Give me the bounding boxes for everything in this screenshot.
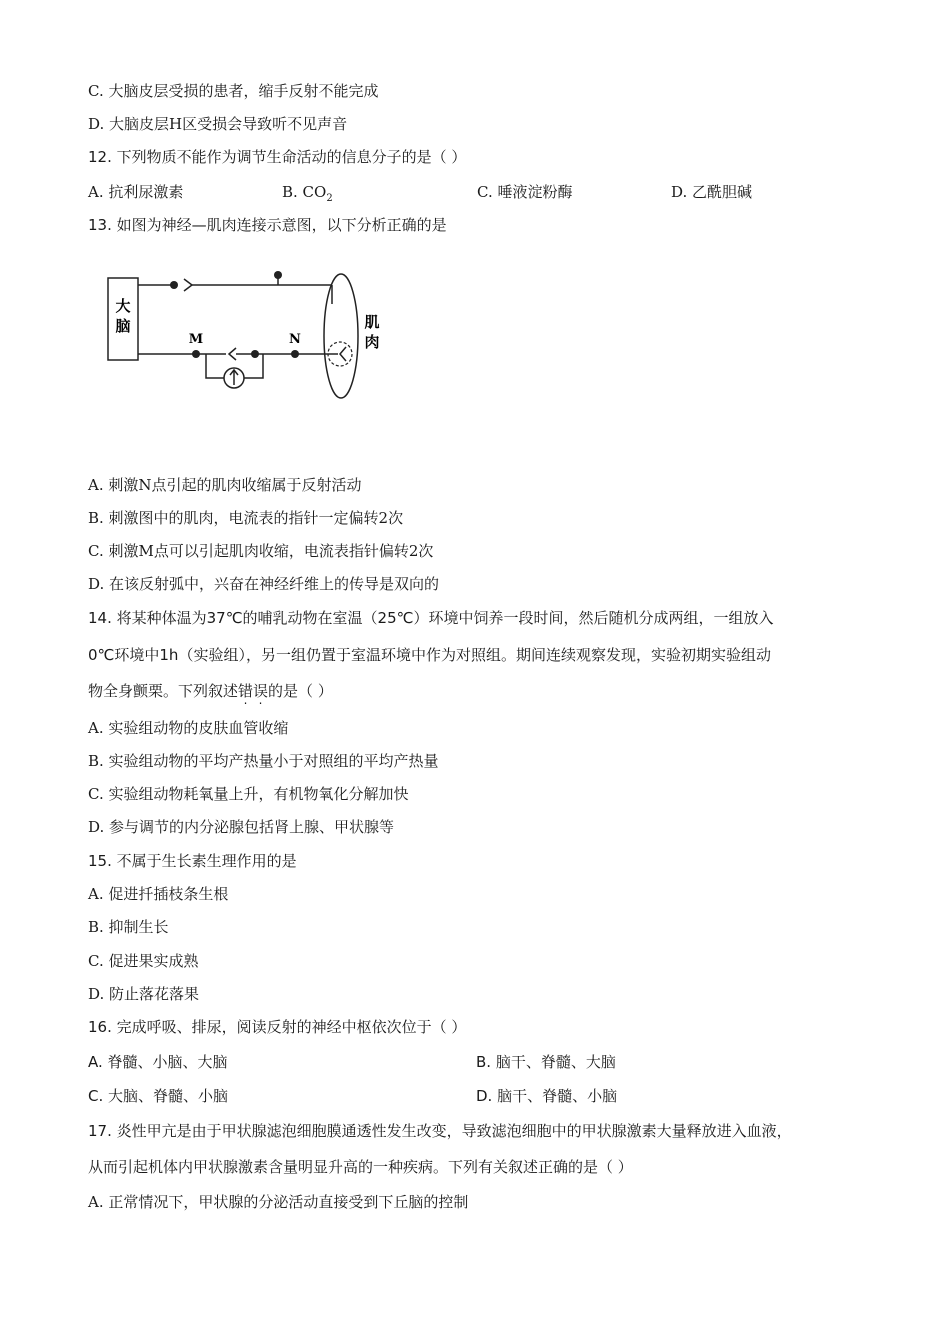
q17-stem-line2: 从而引起机体内甲状腺激素含量明显升高的一种疾病。下列有关叙述正确的是（ ） xyxy=(88,1158,633,1176)
q13-stem: 13. 如图为神经—肌肉连接示意图，以下分析正确的是 xyxy=(88,216,447,234)
q13-option-c: C. 刺激M点可以引起肌肉收缩，电流表指针偏转2次 xyxy=(88,542,434,560)
point-n-label: N xyxy=(289,332,301,347)
q16-option-b: B. 脑干、脊髓、大脑 xyxy=(476,1053,616,1071)
q14-option-d: D. 参与调节的内分泌腺包括肾上腺、甲状腺等 xyxy=(88,818,395,836)
q14-stem-line1: 14. 将某种体温为37℃的哺乳动物在室温（25℃）环境中饲养一段时间，然后随机分成两组，一组放入 xyxy=(88,609,774,627)
q16-option-d: D. 脑干、脊髓、小脑 xyxy=(476,1087,618,1105)
nerve-muscle-diagram xyxy=(100,256,400,406)
q14-option-a: A. 实验组动物的皮肤血管收缩 xyxy=(88,719,289,737)
q14-emphasis-1: 错 xyxy=(238,682,254,700)
q12-stem: 12. 下列物质不能作为调节生命活动的信息分子的是（ ） xyxy=(88,148,467,166)
q15-option-c: C. 促进果实成熟 xyxy=(88,952,199,970)
q11-option-d: D. 大脑皮层H区受损会导致听不见声音 xyxy=(88,115,348,133)
q15-option-d: D. 防止落花落果 xyxy=(88,985,200,1003)
q15-option-b: B. 抑制生长 xyxy=(88,918,169,936)
q15-option-a: A. 促进扦插枝条生根 xyxy=(88,885,229,903)
q14-option-b: B. 实验组动物的平均产热量小于对照组的平均产热量 xyxy=(88,752,439,770)
q13-option-a: A. 刺激N点引起的肌肉收缩属于反射活动 xyxy=(88,476,362,494)
muscle-label-1: 肌 xyxy=(364,313,380,331)
q16-option-a: A. 脊髓、小脑、大脑 xyxy=(88,1053,228,1071)
q12-option-b-text: B. CO xyxy=(282,183,327,201)
q11-option-c: C. 大脑皮层受损的患者，缩手反射不能完成 xyxy=(88,82,379,100)
muscle-label-2: 肉 xyxy=(364,333,380,351)
q14-option-c: C. 实验组动物耗氧量上升，有机物氧化分解加快 xyxy=(88,785,409,803)
q14-stem-line3 xyxy=(88,681,333,701)
q12-option-b-subscript: 2 xyxy=(326,193,333,204)
q17-option-a: A. 正常情况下，甲状腺的分泌活动直接受到下丘脑的控制 xyxy=(88,1193,469,1211)
q16-option-c: C. 大脑、脊髓、小脑 xyxy=(88,1087,229,1105)
q17-stem-line1: 17. 炎性甲亢是由于甲状腺滤泡细胞膜通透性发生改变，导致滤泡细胞中的甲状腺激素大量释放进入血液， xyxy=(88,1122,792,1140)
q14-line3-pre: 物全身颤栗。下列叙述 xyxy=(88,682,239,700)
q12-option-d: D. 乙酰胆碱 xyxy=(671,183,753,201)
q16-stem: 16. 完成呼吸、排尿，阅读反射的神经中枢依次位于（ ） xyxy=(88,1018,467,1036)
brain-label-2: 脑 xyxy=(115,317,131,335)
q14-stem-line2: 0℃环境中1h（实验组），另一组仍置于室温环境中作为对照组。期间连续观察发现，实验初期实验组动 xyxy=(88,646,771,664)
q14-emphasis-2: 误 xyxy=(253,682,269,700)
q13-option-b: B. 刺激图中的肌肉，电流表的指针一定偏转2次 xyxy=(88,509,404,527)
q12-option-c: C. 唾液淀粉酶 xyxy=(477,183,573,201)
q12-option-a: A. 抗利尿激素 xyxy=(88,183,184,201)
q14-line3-post: 的是（ ） xyxy=(268,682,333,700)
point-m-label: M xyxy=(188,332,204,347)
q15-stem: 15. 不属于生长素生理作用的是 xyxy=(88,852,297,870)
q12-option-b xyxy=(282,182,333,209)
brain-label-1: 大 xyxy=(115,297,131,315)
q13-option-d: D. 在该反射弧中，兴奋在神经纤维上的传导是双向的 xyxy=(88,575,440,593)
